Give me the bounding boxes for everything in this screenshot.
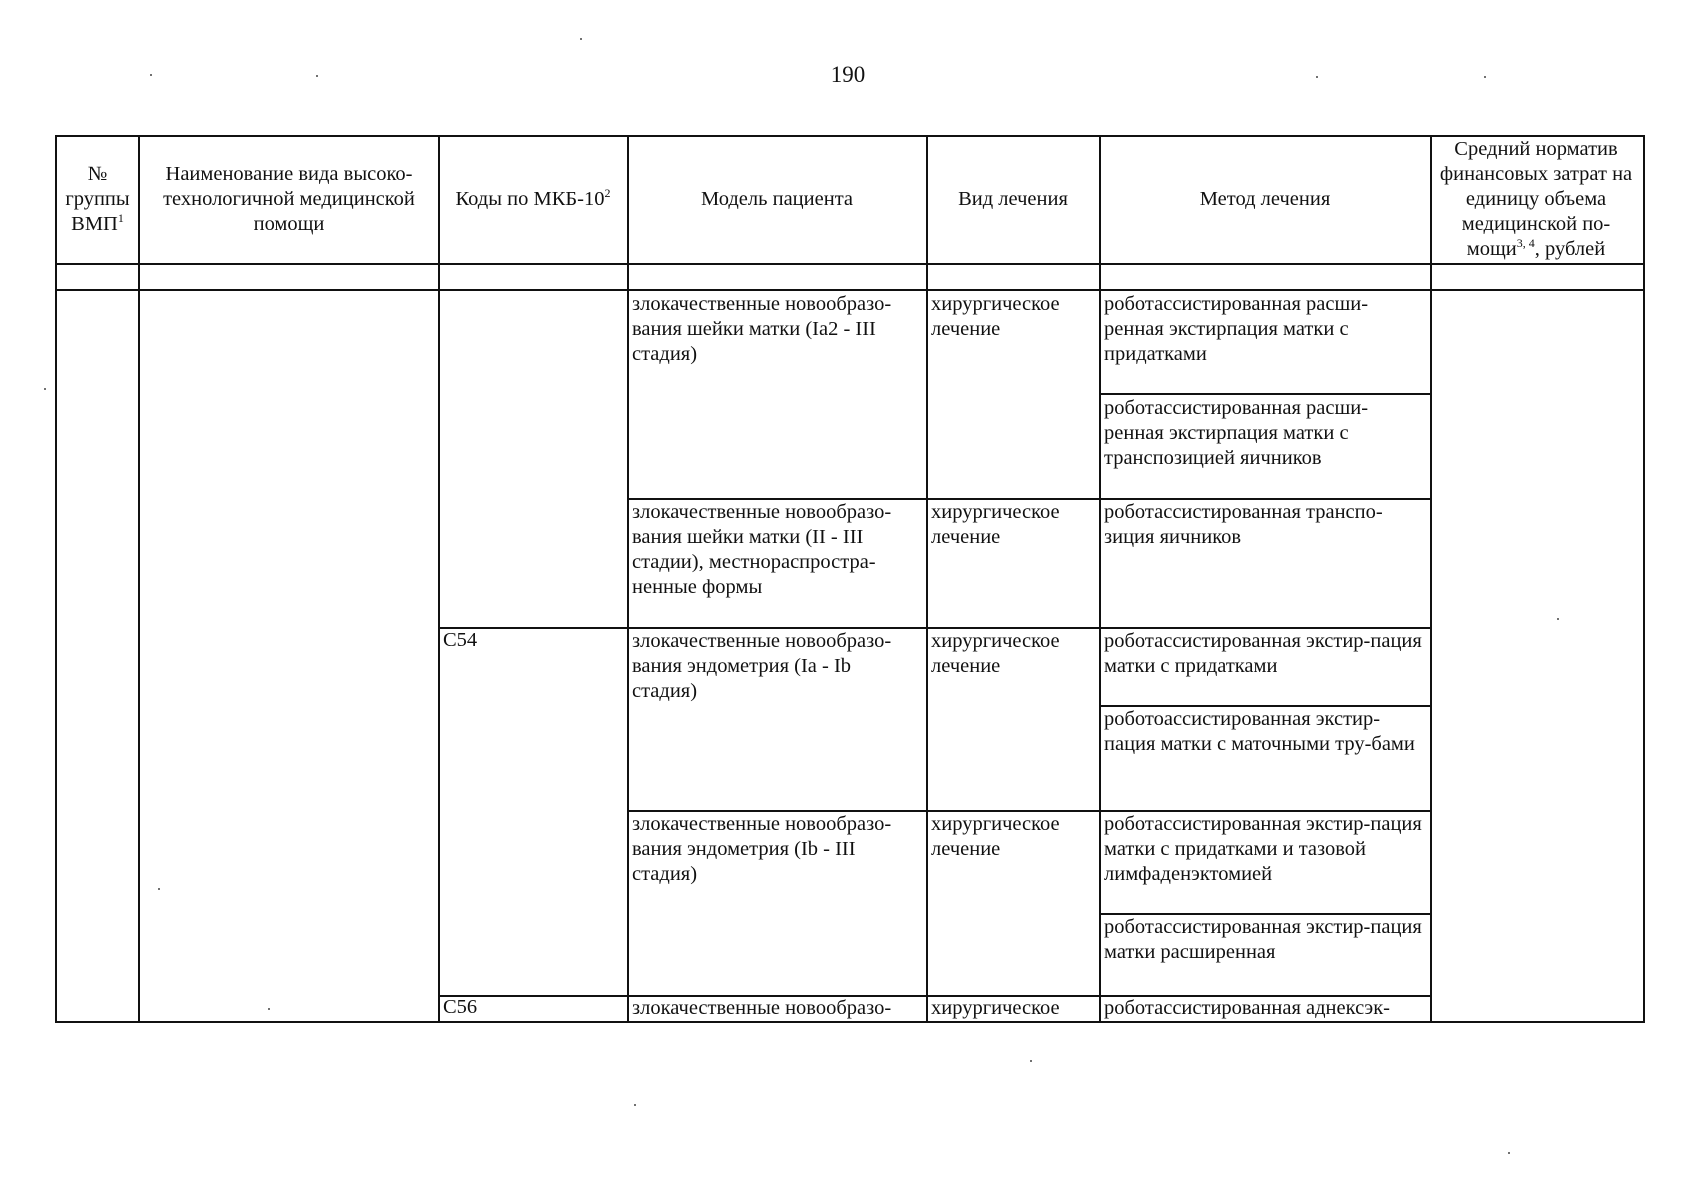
treatment-method-cell: роботассистированная аднексэк- (1104, 997, 1390, 1019)
patient-model-cell: злокачественные новообразо-вания эндометрия (Ia - Ib стадия) (632, 630, 892, 702)
patient-model-cell: злокачественные новообразо-вания шейки матки (II - III стадии), местнораспростра-ненные формы (632, 501, 892, 598)
services-table (55, 135, 1645, 1023)
header-patient-model: Модель пациента (701, 187, 853, 210)
treatment-type-cell: хирургическое (931, 997, 1060, 1019)
scan-speck (580, 38, 582, 40)
table-border-left (55, 135, 57, 1023)
scan-speck (1030, 1060, 1032, 1062)
treatment-type-cell: хирургическое лечение (931, 630, 1060, 677)
treatment-method-cell: роботоассистированная экстир-пация матки с маточными тру-бами (1104, 708, 1415, 755)
scan-speck (150, 74, 152, 76)
header-bottom-line (55, 263, 1645, 265)
icd-code-cell: C56 (443, 996, 478, 1018)
patient-model-cell: злокачественные новообразо-вания шейки матки (Ia2 - III стадия) (632, 293, 892, 365)
treatment-method-cell: роботассистированная транспо-зиция яичников (1104, 501, 1383, 548)
page-number: 190 (830, 62, 866, 87)
treatment-method-cell: роботассистированная экстир-пация матки с придатками (1104, 630, 1422, 677)
icd-code-cell: C54 (443, 629, 478, 651)
patient-model-cell: злокачественные новообразо-вания эндометрия (Ib - III стадия) (632, 813, 892, 885)
table-border-bottom (55, 1021, 1645, 1023)
header-treatment-method: Метод лечения (1199, 187, 1331, 210)
scan-speck (268, 1008, 270, 1010)
column-number-row-line (55, 289, 1645, 291)
scan-speck (1316, 76, 1318, 78)
column-divider (438, 135, 440, 1023)
header-treatment-type: Вид лечения (958, 187, 1068, 210)
scan-speck (1484, 76, 1486, 78)
scan-speck (44, 388, 46, 390)
header-group-number: № группы ВМП$^1$ (65, 162, 130, 235)
treatment-type-cell: хирургическое лечение (931, 501, 1060, 548)
table-border-right (1643, 135, 1645, 1023)
column-divider (1430, 135, 1432, 1023)
treatment-method-cell: роботассистированная расши-ренная экстирпация матки с придатками (1104, 293, 1369, 365)
treatment-method-cell: роботассистированная экстир-пация матки с придатками и тазовой лимфаденэктомией (1104, 813, 1422, 885)
treatment-type-cell: хирургическое лечение (931, 813, 1060, 860)
method-row-divider (1099, 393, 1431, 395)
scan-speck (634, 1104, 636, 1106)
scan-speck (1557, 618, 1559, 620)
scan-speck (316, 75, 318, 77)
patient-model-cell: злокачественные новообразо- (632, 997, 892, 1019)
scan-speck (1508, 1152, 1510, 1154)
treatment-method-cell: роботассистированная расши-ренная экстирпация матки с транспозицией яичников (1104, 397, 1369, 469)
column-divider (1099, 135, 1101, 1023)
column-divider (627, 135, 629, 1023)
scan-speck (158, 888, 160, 890)
header-icd-codes: Коды по МКБ-$10^2$ (455, 185, 611, 210)
treatment-method-cell: роботассистированная экстир-пация матки расширенная (1104, 916, 1422, 963)
column-divider (926, 135, 928, 1023)
treatment-type-cell: хирургическое лечение (931, 293, 1060, 340)
header-cost-norm: Средний норматив финансовых затрат на единицу объема медицинской по-мощи$^{3, 4}$, рублей (1439, 137, 1633, 260)
header-care-type-name: Наименование вида высоко-технологичной медицинской помощи (163, 162, 415, 235)
column-divider (138, 135, 140, 1023)
